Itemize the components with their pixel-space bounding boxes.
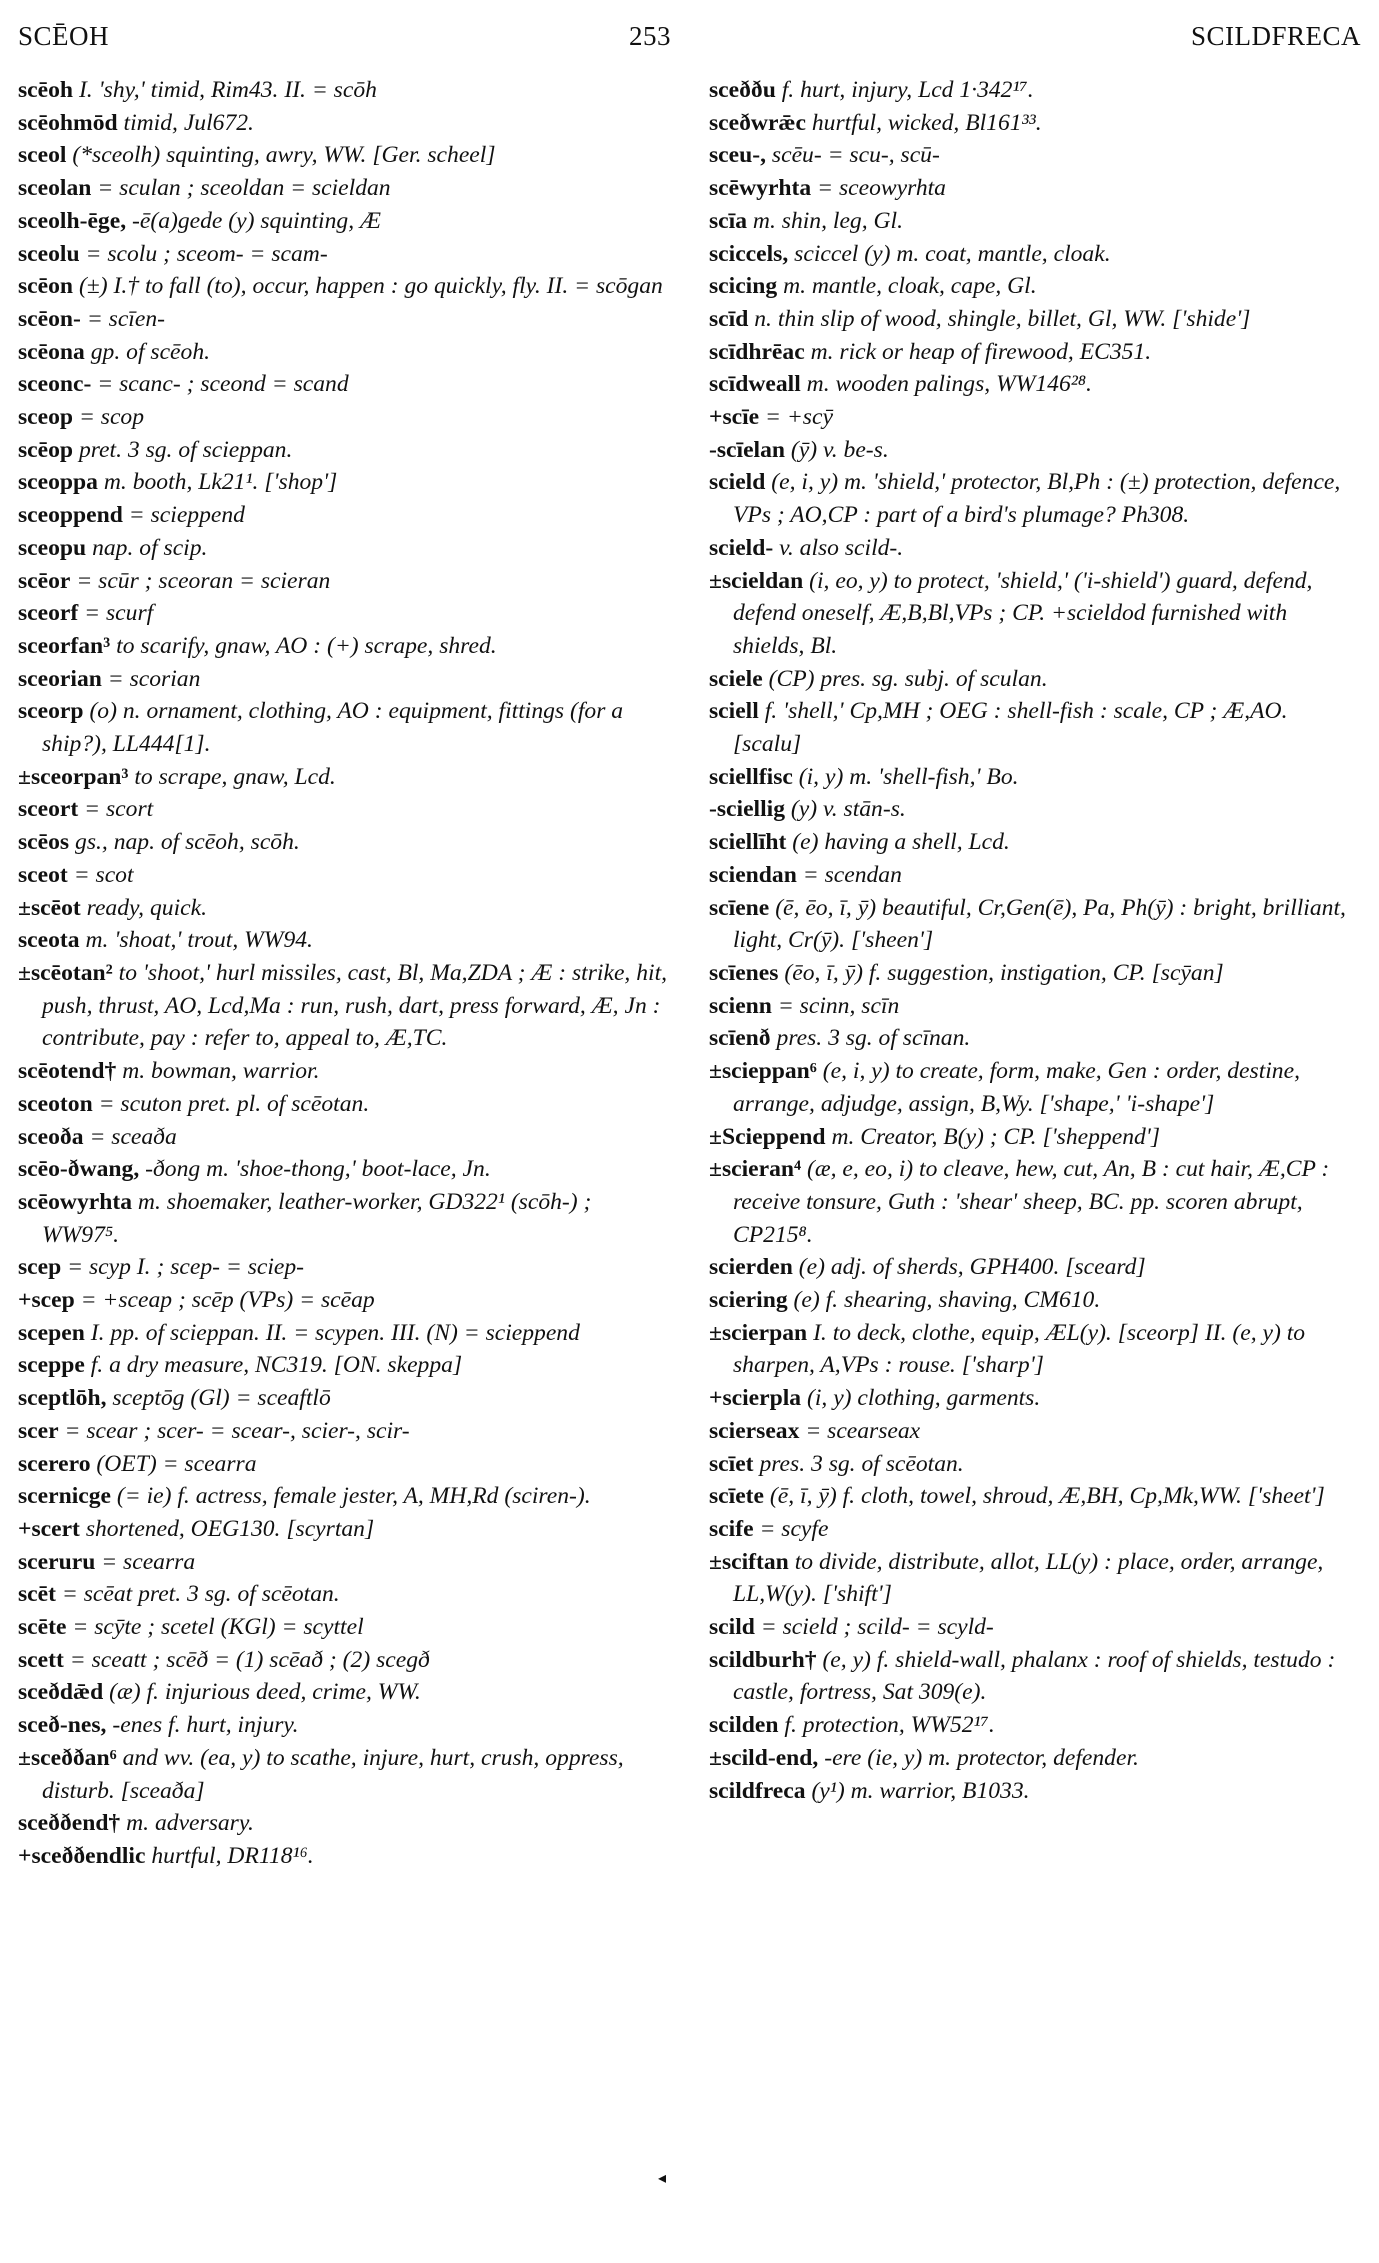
dictionary-entry — [709, 1513, 1361, 1546]
headword: scīd — [709, 305, 749, 332]
headword: scernicge — [18, 1483, 112, 1510]
headword: scīet — [709, 1450, 754, 1477]
dictionary-entry — [18, 434, 670, 467]
headword: sciendan — [709, 861, 797, 888]
headword: scife — [709, 1515, 754, 1542]
definition: -enes f. hurt, injury. — [112, 1712, 299, 1739]
headword: scild — [709, 1614, 755, 1641]
headword: sceopu — [18, 534, 87, 561]
dictionary-entry — [709, 172, 1361, 205]
headword: scīenes — [709, 959, 779, 986]
headword: sceorf — [18, 600, 79, 627]
definition: to scarify, gnaw, AO : (+) scrape, shred. — [116, 632, 497, 659]
headword: sceolu — [18, 240, 80, 267]
headword: sceoton — [18, 1090, 93, 1117]
dictionary-entry — [18, 1382, 670, 1415]
definition: sciccel (y) m. coat, mantle, cloak. — [794, 240, 1111, 267]
definition: (e) adj. of sherds, GPH400. [sceard] — [798, 1254, 1146, 1281]
definition: = scieppend — [128, 502, 245, 529]
definition: shortened, OEG130. [scyrtan] — [85, 1515, 375, 1542]
dictionary-entry — [18, 892, 670, 925]
dictionary-entry — [709, 1775, 1361, 1808]
headword: scēon- — [18, 305, 81, 332]
headword: ±scild-end, — [709, 1744, 819, 1771]
definition: hurtful, wicked, Bl161³³. — [811, 109, 1042, 136]
dictionary-entry — [18, 695, 670, 760]
definition: = scolu ; sceom- = scam- — [85, 240, 328, 267]
definition: (ē, ēo, ī, ȳ) beautiful, Cr,Gen(ē), Pa, Ph(ȳ) : bright, brilliant, light, Cr(ȳ). ['sheen'] — [733, 894, 1346, 954]
dictionary-entry — [18, 1546, 670, 1579]
dictionary-entry — [709, 859, 1361, 892]
definition: nap. of scip. — [92, 534, 208, 561]
dictionary-entry — [18, 1578, 670, 1611]
definition: = scurf — [84, 600, 154, 627]
headword: -scīelan — [709, 436, 786, 463]
definition: -ē(a)gede (y) squinting, Æ — [132, 207, 381, 234]
headword: scēte — [18, 1614, 67, 1641]
definition: f. protection, WW52¹⁷. — [784, 1712, 995, 1739]
headword: scēos — [18, 829, 70, 856]
headword: sciellfisc — [709, 763, 793, 790]
definition: = scop — [78, 404, 145, 431]
definition: f. a dry measure, NC319. [ON. skeppa] — [90, 1352, 463, 1379]
headword: scepen — [18, 1319, 85, 1346]
definition: m. booth, Lk21¹. ['shop'] — [103, 469, 338, 496]
definition: = scendan — [802, 861, 902, 888]
definition: = scīen- — [86, 305, 165, 332]
headword: scēor — [18, 567, 71, 594]
dictionary-entry — [18, 1676, 670, 1709]
definition: = scearseax — [805, 1417, 921, 1444]
dictionary-entry — [709, 1382, 1361, 1415]
headword: +scert — [18, 1515, 80, 1542]
headword: +scīe — [709, 404, 760, 431]
dictionary-entry — [709, 107, 1361, 140]
headword: sceot — [18, 861, 68, 888]
definition: v. also scild-. — [779, 534, 904, 561]
definition: (e, i, y) m. 'shield,' protector, Bl,Ph : (±) protection, defence, VPs ; AO,CP : part of a bird's plumage? Ph308. — [733, 469, 1341, 529]
definition: = scot — [73, 861, 134, 888]
headword: sceruru — [18, 1548, 96, 1575]
definition: (y¹) m. warrior, B1033. — [811, 1777, 1030, 1804]
definition: -ðong m. 'shoe-thong,' boot-lace, Jn. — [145, 1156, 491, 1183]
definition: m. Creator, B(y) ; CP. ['sheppend'] — [831, 1123, 1161, 1150]
dictionary-entry — [18, 466, 670, 499]
running-head-right: SCILDFRECA — [1190, 20, 1361, 51]
definition: timid, Jul672. — [123, 109, 254, 136]
definition: to divide, distribute, allot, LL(y) : place, order, arrange, LL,W(y). ['shift'] — [733, 1548, 1324, 1608]
definition: = scuton pret. pl. of scēotan. — [98, 1090, 370, 1117]
headword: scilden — [709, 1712, 779, 1739]
dictionary-entry — [709, 1317, 1361, 1382]
definition: = scear ; scer- = scear-, scier-, scir- — [64, 1417, 410, 1444]
headword: scēoh — [18, 77, 74, 103]
headword: scēop — [18, 436, 74, 463]
headword: scēt — [18, 1581, 56, 1608]
dictionary-entry — [18, 1088, 670, 1121]
headword: sceð-nes, — [18, 1712, 107, 1739]
headword: ±sciеppan⁶ — [709, 1058, 817, 1085]
dictionary-entry — [18, 597, 670, 630]
dictionary-entry — [18, 401, 670, 434]
headword: ±sciftan — [709, 1548, 789, 1575]
definition: I. 'shy,' timid, Rim43. II. = scōh — [78, 77, 377, 103]
headword: sceptlōh, — [18, 1385, 107, 1412]
dictionary-entry — [709, 74, 1361, 107]
dictionary-entry — [709, 1022, 1361, 1055]
dictionary-entry — [709, 1055, 1361, 1120]
headword: sceop — [18, 404, 74, 431]
definition: m. mantle, cloak, cape, Gl. — [783, 273, 1037, 300]
dictionary-entry — [18, 1153, 670, 1186]
definition: f. 'shell,' Cp,MH ; OEG : shell-fish : scale, CP ; Æ,AO. [scalu] — [733, 698, 1288, 758]
definition: (æ, e, eo, i) to cleave, hew, cut, An, B : cut hair, Æ,CP : receive tonsure, Guth : 'shear' sheep, BC. pp. scoren abrupt, CP215⁸. — [733, 1156, 1330, 1248]
dictionary-entry — [709, 532, 1361, 565]
headword: sceorian — [18, 665, 102, 692]
definition: = sceaða — [89, 1123, 177, 1150]
definition: = +sceap ; scēp (VPs) = scēap — [80, 1287, 375, 1314]
page-number: 253 — [628, 20, 671, 51]
headword: sciccels, — [709, 240, 789, 267]
dictionary-entry — [18, 205, 670, 238]
headword: ±scēot — [18, 894, 81, 921]
definition: = scearra — [101, 1548, 196, 1575]
definition: = scinn, scīn — [777, 992, 900, 1019]
definition: m. bowman, warrior. — [122, 1058, 320, 1085]
dictionary-entry — [18, 663, 670, 696]
headword: scerero — [18, 1450, 91, 1477]
footer-mark: ◂ — [658, 2170, 667, 2187]
headword: sciellīht — [709, 829, 787, 856]
dictionary-entry — [709, 303, 1361, 336]
headword: scīenð — [709, 1025, 771, 1052]
definition: = scēat pret. 3 sg. of scēotan. — [61, 1581, 340, 1608]
dictionary-entry — [709, 401, 1361, 434]
headword: -sciellig — [709, 796, 785, 823]
headword: ±scierpan — [709, 1319, 808, 1346]
dictionary-entry — [18, 368, 670, 401]
dictionary-entry — [709, 270, 1361, 303]
headword: scēotend† — [18, 1058, 117, 1085]
definition: to scrape, gnaw, Lcd. — [134, 763, 336, 790]
page-header — [18, 14, 1361, 58]
dictionary-entry — [18, 1513, 670, 1546]
definition: = sculan ; sceoldan = scieldan — [97, 175, 391, 202]
definition: m. 'shoat,' trout, WW94. — [85, 927, 313, 954]
dictionary-entry — [709, 1284, 1361, 1317]
definition: to 'shoot,' hurl missiles, cast, Bl, Ma,ZDA ; Æ : strike, hit, push, thrust, AO, Lcd,Ma : run, rush, dart, press forward, Æ, Jn : contribute, pay : refer to, appeal to, Æ,TC. — [42, 959, 668, 1052]
definition: hurtful, DR118¹⁶. — [151, 1842, 314, 1869]
dictionary-entry — [18, 303, 670, 336]
dictionary-entry — [18, 1611, 670, 1644]
headword: ±sceððan⁶ — [18, 1744, 117, 1771]
dictionary-entry — [709, 1121, 1361, 1154]
dictionary-entry — [709, 793, 1361, 826]
definition: (= ie) f. actress, female jester, A, MH,Rd (sciren-). — [116, 1483, 591, 1510]
definition: (i, eo, y) to protect, 'shield,' ('i-shield') guard, defend, defend oneself, Æ,B,Bl,VPs ; CP. +scieldod furnished with shields, Bl. — [733, 567, 1313, 659]
definition: = scort — [84, 796, 154, 823]
definition: sceptōg (Gl) = sceaftlō — [112, 1385, 331, 1412]
dictionary-entry — [18, 1415, 670, 1448]
right-column — [709, 74, 1361, 1873]
dictionary-entry — [709, 1415, 1361, 1448]
definition: (e) f. shearing, shaving, CM610. — [793, 1287, 1101, 1314]
definition: (*sceolh) squinting, awry, WW. [Ger. scheel] — [72, 142, 496, 169]
dictionary-entry — [709, 1251, 1361, 1284]
definition: = scyp I. ; scep- = sciep- — [67, 1254, 305, 1281]
definition: (æ) f. injurious deed, crime, WW. — [109, 1679, 421, 1706]
definition: pres. 3 sg. of scīnan. — [776, 1025, 971, 1052]
dictionary-entry — [709, 892, 1361, 957]
dictionary-entry — [18, 761, 670, 794]
definition: = sceowyrhta — [817, 175, 946, 202]
headword: ±sceorpan³ — [18, 763, 129, 790]
dictionary-entry — [18, 238, 670, 271]
definition: -ere (ie, y) m. protector, defender. — [824, 1744, 1139, 1771]
dictionary-entry — [18, 1742, 670, 1807]
headword: scicing — [709, 273, 778, 300]
dictionary-entry — [709, 761, 1361, 794]
dictionary-entry — [18, 1480, 670, 1513]
definition: (ȳ) v. be-s. — [790, 436, 889, 463]
definition: pret. 3 sg. of scieppan. — [78, 436, 293, 463]
definition: = sceatt ; scēð = (1) scēað ; (2) scegð — [69, 1646, 430, 1673]
dictionary-entry — [709, 1611, 1361, 1644]
dictionary-entry — [18, 1055, 670, 1088]
headword: scēo-ðwang, — [18, 1156, 140, 1183]
dictionary-entry — [18, 565, 670, 598]
dictionary-entry — [18, 336, 670, 369]
definition: (y) v. stān-s. — [790, 796, 906, 823]
definition: scēu- = scu-, scū- — [771, 142, 940, 169]
headword: sceol — [18, 142, 67, 169]
headword: sciell — [709, 698, 759, 725]
definition: (i, y) clothing, garments. — [806, 1385, 1041, 1412]
headword: sciering — [709, 1287, 788, 1314]
headword: scield — [709, 469, 766, 496]
left-column — [18, 74, 670, 1873]
definition: gp. of scēoh. — [90, 338, 211, 365]
definition: n. thin slip of wood, shingle, billet, Gl, WW. ['shide'] — [754, 305, 1251, 332]
dictionary-entry — [709, 1644, 1361, 1709]
headword: ±Scieppend — [709, 1123, 826, 1150]
definition: (ēo, ī, ȳ) f. suggestion, instigation, CP. [scȳan] — [784, 959, 1224, 986]
headword: sceðwrǣc — [709, 109, 806, 136]
headword: ±scēotan² — [18, 959, 113, 986]
definition: m. adversary. — [126, 1810, 254, 1837]
definition: m. shin, leg, Gl. — [752, 207, 903, 234]
headword: sceort — [18, 796, 79, 823]
headword: scield- — [709, 534, 774, 561]
headword: ±scieldan — [709, 567, 804, 594]
definition: m. rick or heap of firewood, EC351. — [810, 338, 1152, 365]
dictionary-entry — [18, 1121, 670, 1154]
definition: = scanc- ; sceond = scand — [97, 371, 349, 398]
dictionary-entry — [18, 1709, 670, 1742]
headword: sceoða — [18, 1123, 84, 1150]
dictionary-entry — [709, 1448, 1361, 1481]
dictionary-entry — [709, 990, 1361, 1023]
definition: (OET) = scearra — [96, 1450, 257, 1477]
dictionary-entry — [709, 368, 1361, 401]
headword: sceoppend — [18, 502, 123, 529]
definition: and wv. (ea, y) to scathe, injure, hurt, crush, oppress, disturb. [sceaða] — [42, 1744, 624, 1804]
headword: sceppe — [18, 1352, 85, 1379]
headword: scierseax — [709, 1417, 800, 1444]
definition: (CP) pres. sg. subj. of sculan. — [768, 665, 1048, 692]
dictionary-entry — [709, 139, 1361, 172]
headword: scēon — [18, 273, 74, 300]
dictionary-entry — [18, 1349, 670, 1382]
definition: m. wooden palings, WW146²⁸. — [806, 371, 1092, 398]
dictionary-entry — [18, 1251, 670, 1284]
definition: m. shoemaker, leather-worker, GD322¹ (scōh-) ; WW97⁵. — [42, 1188, 592, 1248]
headword: sceorp — [18, 698, 84, 725]
headword: scīa — [709, 207, 748, 234]
dictionary-entry — [18, 859, 670, 892]
dictionary-entry — [709, 826, 1361, 859]
headword: scierden — [709, 1254, 793, 1281]
definition: (e, y) f. shield-wall, phalanx : roof of shields, testudo : castle, fortress, Sat 309(e). — [733, 1646, 1336, 1706]
headword: sceonc- — [18, 371, 92, 398]
dictionary-entry — [18, 74, 670, 107]
dictionary-entry — [18, 1448, 670, 1481]
dictionary-entry — [709, 1546, 1361, 1611]
headword: sceoppa — [18, 469, 98, 496]
dictionary-entry — [18, 270, 670, 303]
definition: = scȳte ; scetel (KGl) = scyttel — [72, 1614, 364, 1641]
dictionary-entry — [709, 695, 1361, 760]
dictionary-entry — [18, 957, 670, 1055]
dictionary-entry — [709, 1480, 1361, 1513]
headword: scēohmōd — [18, 109, 118, 136]
dictionary-entry — [709, 957, 1361, 990]
definition: (ē, ī, ȳ) f. cloth, towel, shroud, Æ,BH, Cp,Mk,WW. ['sheet'] — [769, 1483, 1325, 1510]
dictionary-entry — [18, 1186, 670, 1251]
definition: = scield ; scild- = scyld- — [760, 1614, 994, 1641]
headword: ±scieran⁴ — [709, 1156, 802, 1183]
definition: (e) having a shell, Lcd. — [792, 829, 1010, 856]
dictionary-entry — [18, 924, 670, 957]
definition: I. pp. of scieppan. II. = scypen. III. (N) = scieppend — [90, 1319, 580, 1346]
headword: scer — [18, 1417, 59, 1444]
headword: scīdweall — [709, 371, 801, 398]
headword: sceolh-ēge, — [18, 207, 127, 234]
dictionary-entry — [18, 1644, 670, 1677]
definition: (e, i, y) to create, form, make, Gen : order, destine, arrange, adjudge, assign, B,Wy. ['shape,' 'i-shape'] — [733, 1058, 1300, 1117]
dictionary-entry — [709, 1709, 1361, 1742]
headword: +scierpla — [709, 1385, 802, 1412]
dictionary-entry — [18, 107, 670, 140]
headword: sceu-, — [709, 142, 767, 169]
headword: sciele — [709, 665, 763, 692]
definition: I. to deck, clothe, equip, ÆL(y). [sceorp] II. (e, y) to sharpen, A,VPs : rouse. ['sharp'] — [733, 1319, 1306, 1379]
headword: scēowyrhta — [18, 1188, 133, 1215]
headword: scildburh† — [709, 1646, 817, 1673]
definition: ready, quick. — [86, 894, 207, 921]
headword: +sceððendlic — [18, 1842, 146, 1869]
definition: = scyfe — [759, 1515, 829, 1542]
definition: f. hurt, injury, Lcd 1·342¹⁷. — [781, 77, 1034, 103]
dictionary-entry — [709, 336, 1361, 369]
dictionary-entry — [18, 793, 670, 826]
headword: sceððu — [709, 77, 776, 103]
dictionary-entry — [18, 139, 670, 172]
dictionary-entry — [18, 1840, 670, 1873]
definition: (o) n. ornament, clothing, AO : equipment, fittings (for a ship?), LL444[1]. — [42, 698, 624, 758]
dictionary-entry — [18, 532, 670, 565]
definition: (±) I.† to fall (to), occur, happen : go quickly, fly. II. = scōgan — [78, 273, 663, 300]
headword: sceolan — [18, 175, 92, 202]
headword: scīdhrēac — [709, 338, 805, 365]
dictionary-entry — [709, 434, 1361, 467]
definition: (i, y) m. 'shell-fish,' Bo. — [798, 763, 1019, 790]
headword: scēwyrhta — [709, 175, 812, 202]
headword: sceðdǣd — [18, 1679, 104, 1706]
dictionary-entry — [709, 663, 1361, 696]
headword: scēona — [18, 338, 85, 365]
running-head-left: SCĒOH — [18, 20, 110, 51]
dictionary-entry — [709, 238, 1361, 271]
definition: pres. 3 sg. of scēotan. — [759, 1450, 964, 1477]
dictionary-entry — [709, 1742, 1361, 1775]
dictionary-entry — [709, 1153, 1361, 1251]
definition: = +scȳ — [765, 404, 833, 431]
dictionary-entry — [18, 172, 670, 205]
headword: sceota — [18, 927, 80, 954]
headword: scildfreca — [709, 1777, 806, 1804]
dictionary-entry — [709, 565, 1361, 663]
dictionary-entry — [709, 205, 1361, 238]
headword: scep — [18, 1254, 62, 1281]
dictionary-entry — [709, 466, 1361, 531]
definition: = scorian — [107, 665, 201, 692]
dictionary-entry — [18, 630, 670, 663]
dictionary-entry — [18, 499, 670, 532]
headword: scienn — [709, 992, 772, 1019]
headword: +scep — [18, 1287, 75, 1314]
definition: gs., nap. of scēoh, scōh. — [75, 829, 300, 856]
headword: sceorfan³ — [18, 632, 111, 659]
headword: scīene — [709, 894, 770, 921]
headword: scīete — [709, 1483, 765, 1510]
dictionary-entry — [18, 1317, 670, 1350]
headword: scett — [18, 1646, 64, 1673]
dictionary-entry — [18, 826, 670, 859]
headword: sceððend† — [18, 1810, 121, 1837]
dictionary-columns — [18, 74, 1361, 1873]
dictionary-entry — [18, 1807, 670, 1840]
definition: = scūr ; sceoran = scieran — [76, 567, 331, 594]
dictionary-entry — [18, 1284, 670, 1317]
